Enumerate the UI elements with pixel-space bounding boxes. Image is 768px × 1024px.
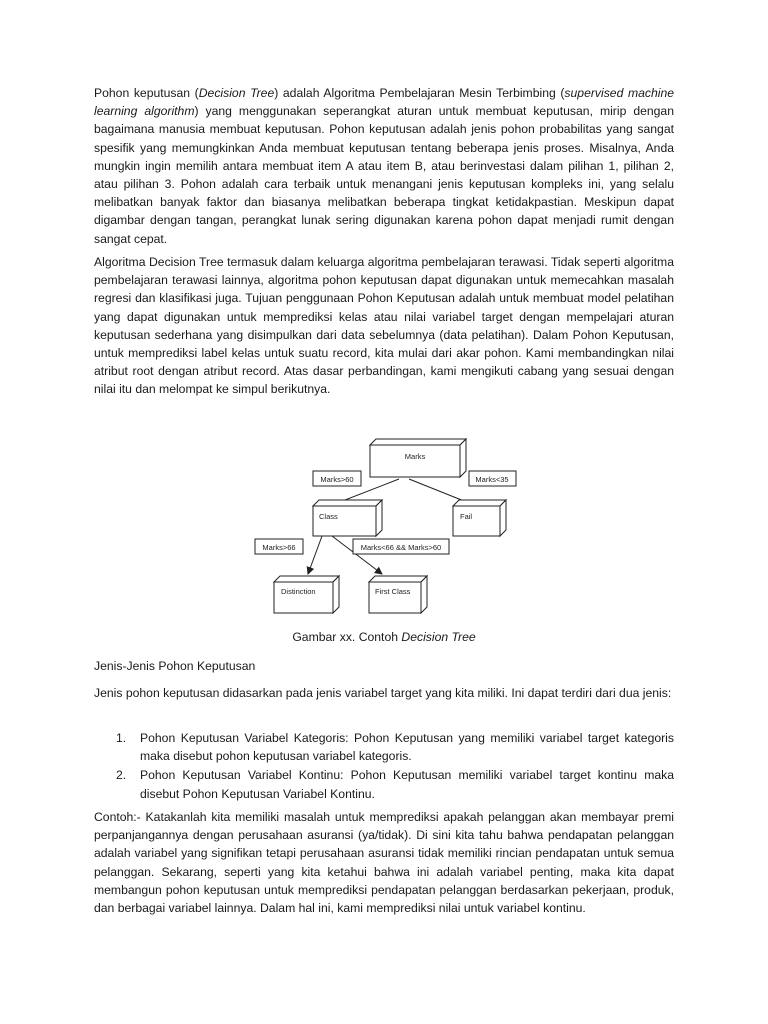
- edge-label-marks-gt-60-text: Marks>60: [320, 475, 354, 484]
- list-item-text: Pohon Keputusan Variabel Kategoris: Pohon Keputusan yang memiliki variabel target kategoris maka disebut pohon keputusan variabel kategoris.: [140, 731, 674, 764]
- edge-class-distinction: [308, 536, 322, 574]
- paragraph-algorithm: Algoritma Decision Tree termasuk dalam keluarga algoritma pembelajaran terawasi. Tidak seperti algoritma pembelajaran terawasi lainnya, algoritma pohon keputusan dapat digunakan untuk memecahkan masalah regresi dan klasifikasi juga. Tujuan penggunaan Pohon Keputusan adalah untuk membuat model pelatihan yang dapat digunakan untuk memprediksi kelas atau nilai variabel target dengan mempelajari aturan keputusan sederhana yang disimpulkan dari data sebelumnya (data pelatihan). Dalam Pohon Keputusan, untuk memprediksi label kelas untuk suatu record, kita mulai dari akar pohon. Kami membandingkan nilai atribut root dengan atribut record. Atas dasar perbandingan, kami mengikuti cabang yang sesuai dengan nilai itu dan melompat ke simpul berikutnya.: [94, 255, 674, 397]
- node-distinction-label: Distinction: [281, 587, 316, 596]
- paragraph-intro-italic-b: supervised machine learning algorithm: [94, 86, 675, 119]
- decision-tree-diagram: [94, 432, 674, 622]
- decision-tree-figure: [94, 432, 674, 662]
- node-fail: [453, 500, 506, 536]
- edge-label-marks-lt-35-text: Marks<35: [475, 475, 509, 484]
- paragraph-intro: [94, 84, 674, 248]
- node-marks: [370, 439, 466, 477]
- list-item-text: Pohon Keputusan Variabel Kontinu: Pohon Keputusan memiliki variabel target kontinu maka disebut Pohon Keputusan Variabel Kontinu.: [140, 768, 674, 801]
- paragraph-example: Contoh:- Katakanlah kita memiliki masalah untuk memprediksi apakah pelanggan akan membayar premi perpanjangannya dengan perusahaan asuransi (ya/tidak). Di sini kita tahu bahwa pendapatan pelanggan adalah variabel yang signifikan tetapi perusahaan asuransi tidak memiliki rincian pendapatan untuk semua pelanggan. Sekarang, seperti yang kita ketahui bahwa ini adalah variabel penting, maka kita dapat membangun pohon keputusan untuk memprediksi pendapatan pelanggan berdasarkan pekerjaan, produk, dan berbagai variabel lainnya. Dalam hal ini, kami memprediksi nilai untuk variabel kontinu.: [94, 810, 674, 916]
- node-first-class: [369, 576, 427, 613]
- list-item: [94, 729, 674, 765]
- paragraph-intro-text-c: ) yang menggunakan seperangkat aturan untuk membuat keputusan, mirip dengan bagaimana manusia membuat keputusan. Pohon keputusan adalah jenis pohon probabilitas yang sangat spesifik yang memungkinkan Anda membuat keputusan tentang beberapa jenis proses. Misalnya, Anda mungkin ingin memilih antara membuat item A atau item B, atau berinvestasi dalam pilihan 1, pilihan 2, atau pilihan 3. Pohon adalah cara terbaik untuk menangani jenis keputusan kompleks ini, yang selalu melibatkan banyak faktor dan biasanya melibatkan beberapa tingkat ketidakpastian. Meskipun dapat digambar dengan tangan, perangkat lunak sering digunakan karena pohon dapat menjadi rumit dengan sangat cepat.: [94, 104, 674, 246]
- edge-label-marks-range-text: Marks<66 && Marks>60: [360, 543, 442, 552]
- node-distinction: [274, 576, 339, 613]
- edge-label-marks-range: [353, 539, 449, 554]
- node-fail-label: Fail: [460, 512, 473, 521]
- edge-label-marks-lt-35: [469, 471, 516, 486]
- paragraph-intro-italic-a: Decision Tree: [198, 86, 275, 100]
- edge-label-marks-gt-66: [255, 539, 303, 554]
- node-class: [313, 500, 382, 536]
- paragraph-types: Jenis pohon keputusan didasarkan pada jenis variabel target yang kita miliki. Ini dapat terdiri dari dua jenis:: [94, 686, 672, 700]
- list-item-number: 1.: [116, 731, 127, 745]
- paragraph-intro-text-b: ) adalah Algoritma Pembelajaran Mesin Terbimbing (: [274, 86, 565, 100]
- edge-label-marks-gt-60: [313, 471, 361, 486]
- node-first-class-label: First Class: [375, 587, 411, 596]
- figure-caption-prefix: Gambar xx. Contoh: [292, 630, 402, 644]
- node-marks-label: Marks: [404, 452, 426, 461]
- figure-caption-italic: Decision Tree: [401, 630, 476, 644]
- section-heading: Jenis-Jenis Pohon Keputusan: [94, 659, 256, 673]
- types-list: [94, 729, 674, 804]
- node-class-label: Class: [319, 512, 338, 521]
- list-item: [94, 766, 674, 802]
- paragraph-intro-text-a: Pohon keputusan (: [94, 86, 199, 100]
- edge-label-marks-gt-66-text: Marks>66: [262, 543, 296, 552]
- list-item-number: 2.: [116, 768, 127, 783]
- figure-caption: [94, 628, 674, 646]
